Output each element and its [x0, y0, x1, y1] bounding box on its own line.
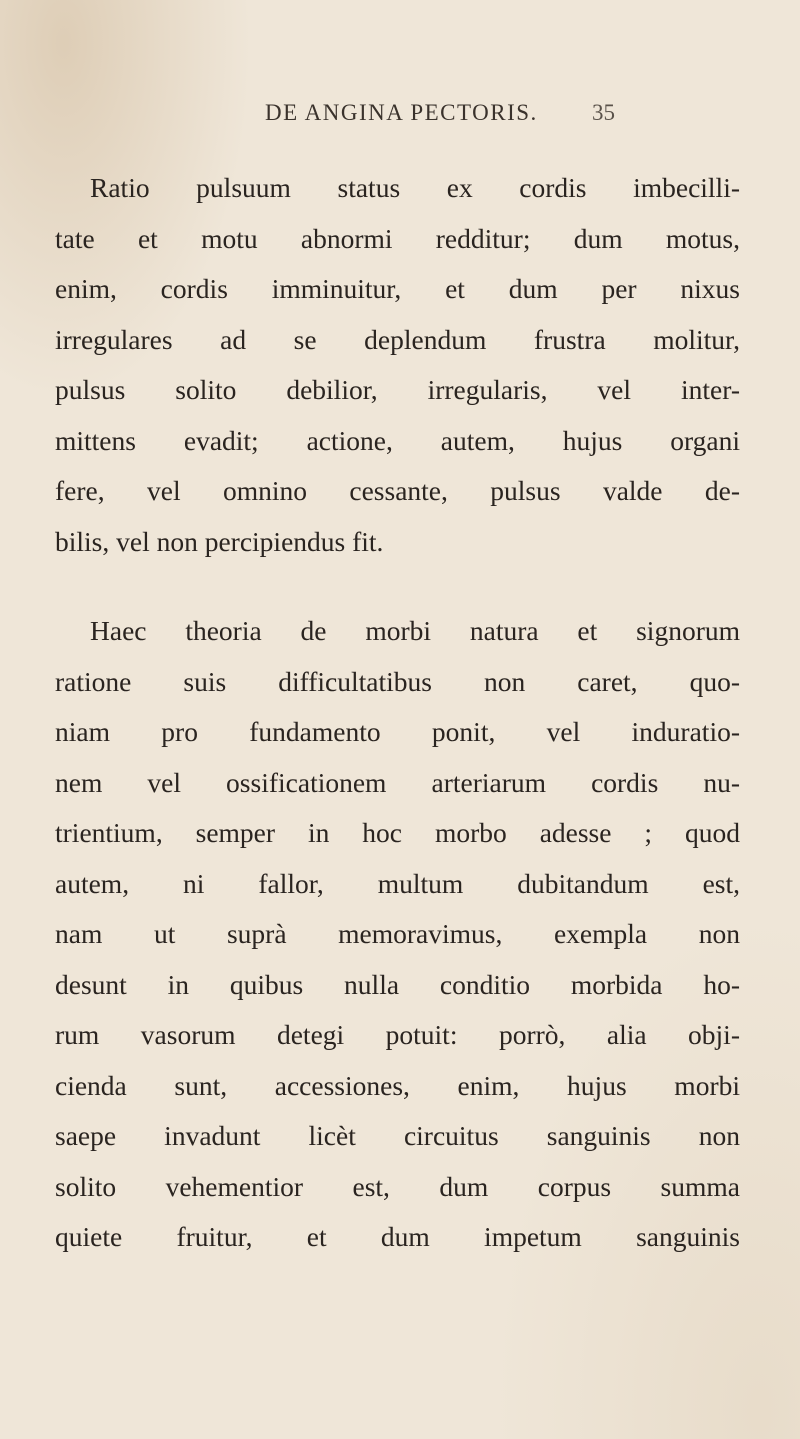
text-line: Haec theoria de morbi natura et signorum	[90, 615, 740, 646]
text-line: Ratio pulsuum status ex cordis imbecilli-	[90, 172, 740, 203]
text-line: tate et motu abnormi redditur; dum motus,	[55, 222, 740, 254]
text-line: ratione suis difficultatibus non caret, quo-	[55, 665, 740, 697]
text-line: fere, vel omnino cessante, pulsus valde de-	[55, 475, 740, 506]
running-head	[0, 100, 800, 140]
text-line: quiete fruitur, et dum impetum sanguinis	[55, 1221, 740, 1252]
text-line: mittens evadit; actione, autem, hujus organi	[55, 424, 740, 456]
text-line: nam ut suprà memoravimus, exempla non	[55, 918, 740, 949]
text-line: irregulares ad se deplendum frustra molitur,	[55, 323, 740, 355]
paragraph-1	[55, 163, 740, 567]
body-text	[55, 163, 740, 1263]
page-number: 35	[592, 100, 615, 125]
text-line: saepe invadunt licèt circuitus sanguinis non	[55, 1120, 740, 1151]
text-line: solito vehementior est, dum corpus summa	[55, 1170, 740, 1202]
running-title: DE ANGINA PECTORIS.	[265, 100, 538, 125]
paragraph-2	[55, 606, 740, 1263]
text-line: enim, cordis imminuitur, et dum per nixus	[55, 273, 740, 304]
text-line: desunt in quibus nulla conditio morbida ho-	[55, 968, 740, 1000]
text-line: trientium, semper in hoc morbo adesse ; quod	[55, 817, 740, 848]
text-line: nem vel ossificationem arteriarum cordis nu-	[55, 766, 740, 798]
text-line: cienda sunt, accessiones, enim, hujus morbi	[55, 1069, 740, 1101]
text-line: bilis, vel non percipiendus fit.	[55, 525, 384, 557]
text-line: pulsus solito debilior, irregularis, vel inter-	[55, 374, 740, 405]
text-line: autem, ni fallor, multum dubitandum est,	[55, 867, 740, 899]
text-line: niam pro fundamento ponit, vel induratio-	[55, 716, 740, 747]
paragraph-gap	[55, 567, 740, 606]
text-line: rum vasorum detegi potuit: porrò, alia obji-	[55, 1019, 740, 1050]
